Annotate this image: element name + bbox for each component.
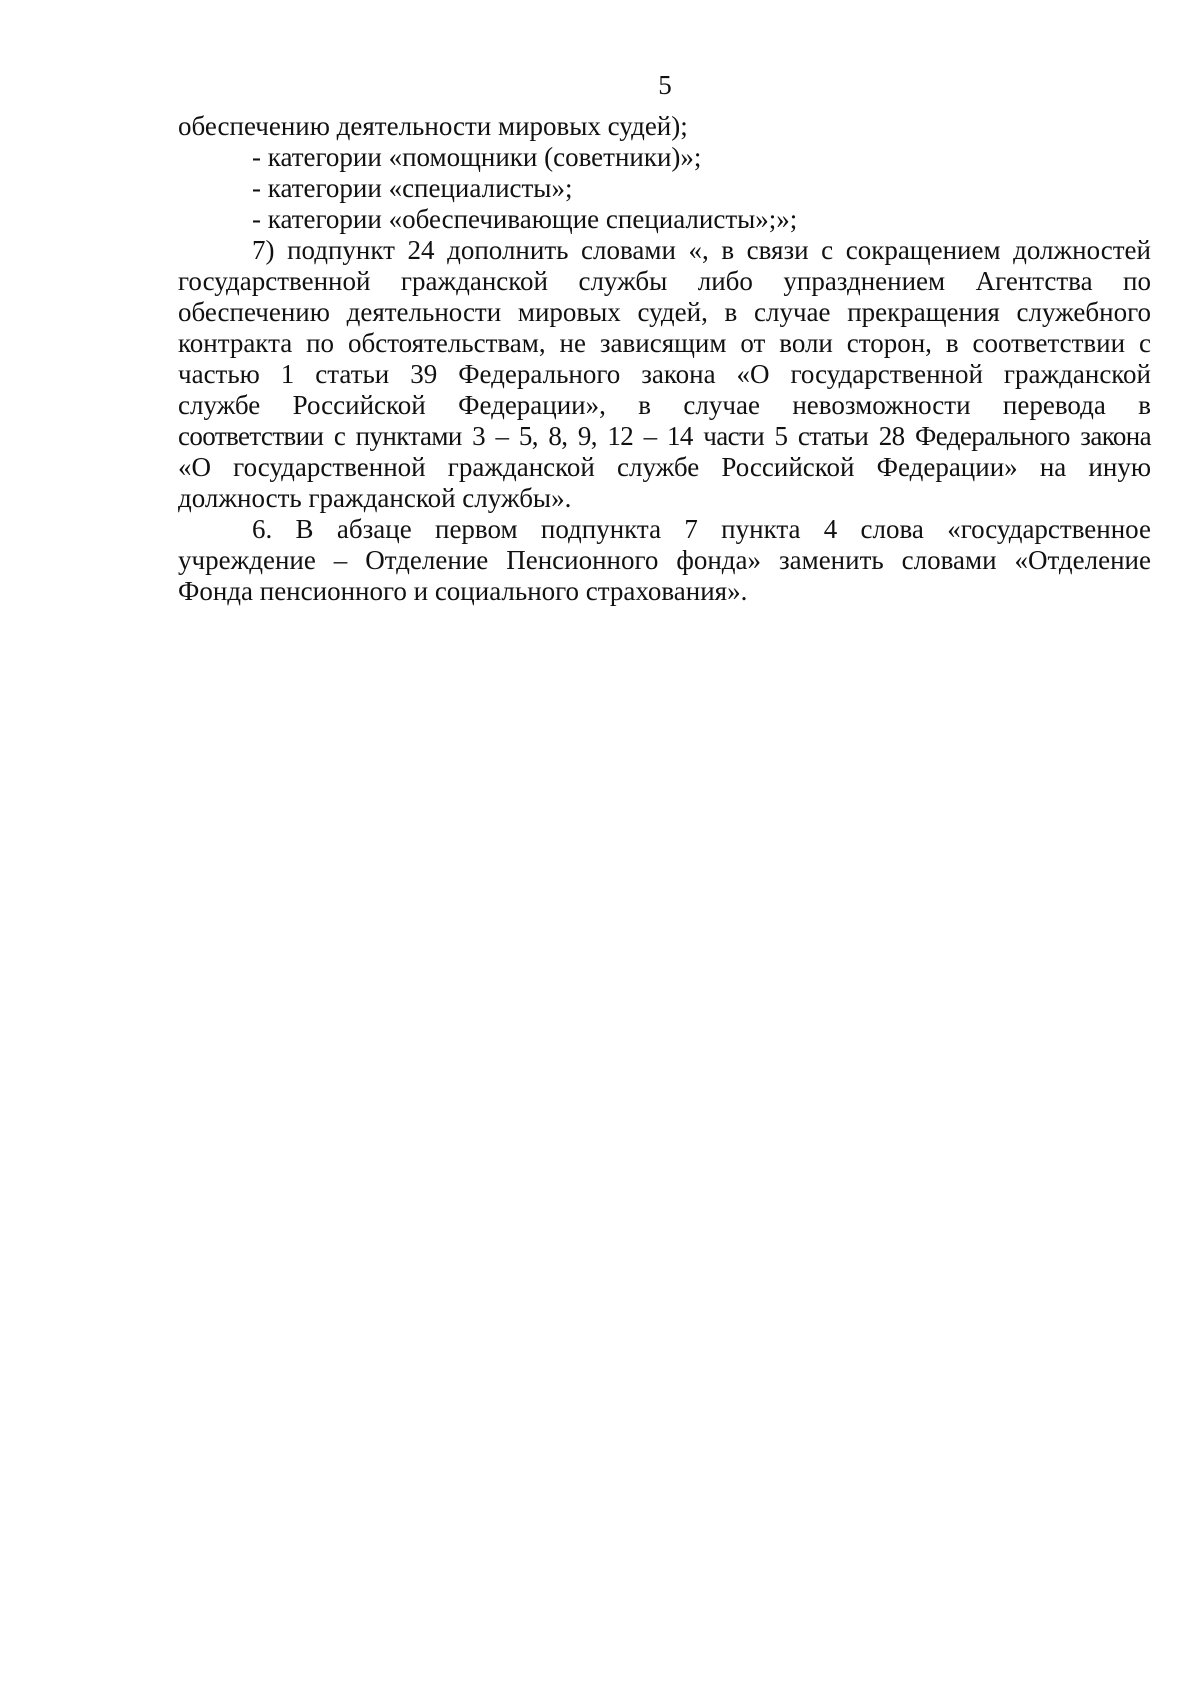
paragraph-line: Фонда пенсионного и социального страхования». (178, 576, 748, 606)
paragraph-line: государственной гражданской службы либо упразднением Агентства по (178, 266, 1151, 296)
document-body (178, 111, 1151, 607)
paragraph-line: 6. В абзаце первом подпункта 7 пункта 4 слова «государственное (252, 514, 1151, 544)
paragraph-line: 7) подпункт 24 дополнить словами «, в связи с сокращением должностей (252, 235, 1151, 265)
paragraph-item-6 (178, 514, 1151, 607)
paragraph-line: должность гражданской службы». (178, 483, 572, 513)
paragraph-line: частью 1 статьи 39 Федерального закона «О государственной гражданской (178, 359, 1151, 389)
paragraph-subitem-7 (178, 235, 1151, 514)
list-item-specialists: - категории «специалисты»; (252, 173, 573, 203)
paragraph-line: контракта по обстоятельствам, не зависящим от воли сторон, в соответствии с (178, 328, 1151, 358)
list-item-supporting-specialists: - категории «обеспечивающие специалисты»;»; (252, 204, 798, 234)
paragraph-line: соответствии с пунктами 3 – 5, 8, 9, 12 – 14 части 5 статьи 28 Федерального закона (178, 421, 1151, 451)
paragraph-line: учреждение – Отделение Пенсионного фонда» заменить словами «Отделение (178, 545, 1151, 575)
paragraph-continuation: обеспечению деятельности мировых судей); (178, 111, 688, 141)
paragraph-line: «О государственной гражданской службе Российской Федерации» на иную (178, 452, 1151, 482)
paragraph-line: службе Российской Федерации», в случае невозможности перевода в (178, 390, 1151, 420)
list-item-assistants: - категории «помощники (советники)»; (252, 142, 702, 172)
page-number: 5 (658, 70, 672, 100)
paragraph-line: обеспечению деятельности мировых судей, в случае прекращения служебного (178, 297, 1151, 327)
